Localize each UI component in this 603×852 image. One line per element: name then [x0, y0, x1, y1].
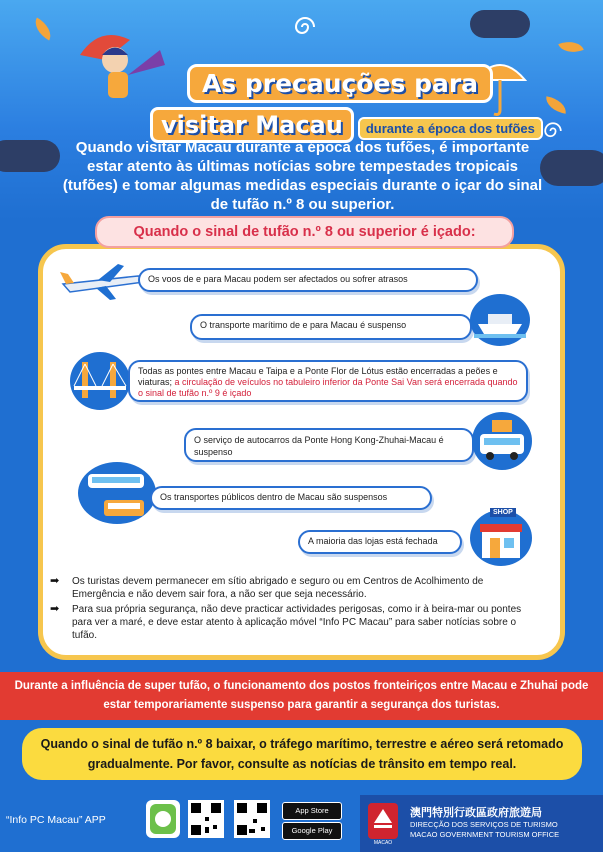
measure-text: Todas as pontes entre Macau e Taipa e a Ponte Flor de Lótus estão encerradas a peões e viaturas;	[138, 366, 498, 387]
measure-text: O transporte marítimo de e para Macau é suspenso	[200, 320, 407, 330]
title-line-3: durante a época dos tufões	[358, 117, 543, 140]
measure-item-bridges	[128, 360, 528, 402]
bridge-icon	[70, 352, 130, 410]
measure-item-ferry	[190, 314, 472, 340]
storm-cloud-icon	[470, 10, 530, 38]
google-play-button[interactable]: Google Play	[282, 822, 342, 840]
measure-item-public-transport	[150, 486, 432, 510]
wind-swirl-icon	[290, 12, 320, 42]
qr-code-icon[interactable]	[234, 800, 270, 838]
light-rail-icon	[78, 462, 156, 524]
intro-text: Quando visitar Macau durante a época dos tufões, é importante estar atento às últimas notícias sobre tempestades tropicais (tufões) e tomar algumas medidas especiais durante o içar do sinal de tufão n.º 8 ou superior.	[62, 139, 543, 213]
arrow-right-icon: ➡	[50, 575, 60, 587]
app-store-button[interactable]: App Store	[282, 802, 342, 820]
mgto-logo	[368, 803, 398, 839]
title-line-2: visitar Macau	[150, 107, 354, 143]
storm-cloud-icon	[0, 140, 60, 172]
qr-code-icon[interactable]	[188, 800, 224, 838]
shop-sign: SHOP	[490, 508, 516, 517]
poster-title	[150, 64, 535, 143]
measure-item-hzmb-bus	[184, 428, 474, 462]
gov-name-portuguese: DIRECÇÃO DOS SERVIÇOS DE TURISMO	[410, 820, 558, 829]
bus-icon	[472, 412, 532, 470]
safety-notes	[50, 575, 532, 644]
logo-text: MACAO	[373, 840, 393, 846]
gov-name-chinese: 澳門特別行政區政府旅遊局	[410, 807, 542, 819]
measure-item-flights	[138, 268, 478, 292]
storm-cloud-icon	[540, 150, 603, 186]
note-item	[50, 603, 532, 642]
measure-text: Os voos de e para Macau podem ser afectados ou sofrer atrasos	[148, 274, 408, 284]
shop-icon	[470, 510, 532, 566]
measure-text: O serviço de autocarros da Ponte Hong Kong-Zhuhai-Macau é suspenso	[194, 435, 444, 457]
super-typhoon-notice: Durante a influência de super tufão, o funcionamento dos postos fronteiriços entre Macau e Zhuhai pode estar temporariamente suspenso para garantir a segurança dos turistas.	[0, 672, 603, 720]
airplane-icon	[58, 262, 148, 302]
app-icon[interactable]	[146, 800, 180, 838]
measure-text-highlight: a circulação de veículos no tabuleiro inferior da Ponte Sai Van será encerrada quando o sinal de tufão n.º 9 é içado	[138, 377, 518, 398]
signal-banner: Quando o sinal de tufão n.º 8 ou superior é içado:	[95, 216, 514, 248]
gov-name-english: MACAO GOVERNMENT TOURISM OFFICE	[410, 830, 560, 839]
measure-item-shops	[298, 530, 462, 554]
ferry-icon	[470, 294, 530, 346]
arrow-right-icon: ➡	[50, 603, 60, 615]
note-item	[50, 575, 532, 601]
title-line-1: As precauções para	[187, 64, 493, 103]
note-text: Para sua própria segurança, não deve practicar actividades perigosas, como ir à beira-mar ou pontes para ver a maré, e deve estar atento à aplicação móvel “Info PC Macau” para saber notícias sobre o tufão.	[72, 604, 522, 641]
measure-text: Os transportes públicos dentro de Macau são suspensos	[160, 492, 388, 502]
resumption-notice: Quando o sinal de tufão n.º 8 baixar, o tráfego marítimo, terrestre e aéreo será retomado gradualmente. Por favor, consulte as notícias de trânsito em tempo real.	[22, 728, 582, 780]
measure-text: A maioria das lojas está fechada	[308, 536, 438, 546]
app-label: “Info PC Macau” APP	[6, 814, 106, 826]
note-text: Os turistas devem permanecer em sítio abrigado e seguro ou em Centros de Acolhimento de Emergência e não devem sair fora, a não ser que seja necessário.	[72, 576, 484, 600]
